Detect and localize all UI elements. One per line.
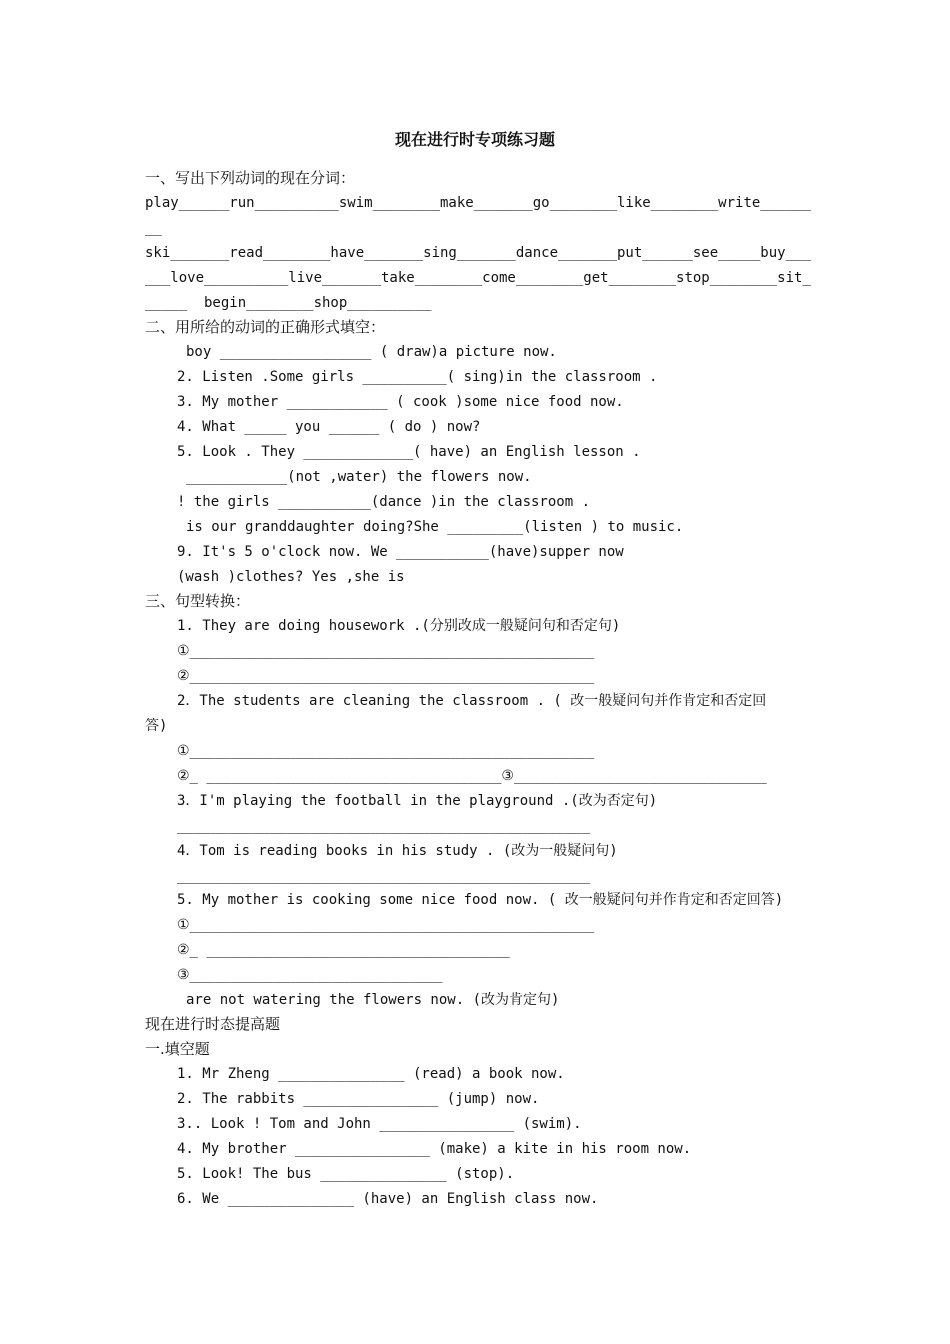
part1-row4: _____ begin________shop__________: [145, 295, 432, 311]
part1-heading: 一、写出下列动词的现在分词：: [145, 169, 356, 187]
part4-item-2: 2. The rabbits ________________ (jump) now.: [177, 1091, 540, 1107]
part4-heading: 一.填空题: [145, 1040, 210, 1058]
part3-q3: 3．I'm playing the football in the playground .(改为否定句): [177, 793, 658, 809]
part3-q1-answer-2: ②________________________________________________: [177, 668, 595, 684]
part4-item-3: 3.. Look ! Tom and John ________________ (swim).: [177, 1116, 582, 1132]
part3-heading: 三、句型转换：: [145, 592, 251, 610]
part4-item-6: 6. We _______________ (have) an English class now.: [177, 1191, 599, 1207]
part1-row1: play______run__________swim________make_______go________like________write______: [145, 195, 811, 211]
part3-q2-continued: 答): [145, 718, 168, 734]
part2-item-5: 5. Look . They _____________( have) an English lesson .: [177, 444, 641, 460]
part2-item-2: 2. Listen .Some girls __________( sing)in the classroom .: [177, 369, 658, 385]
part3-q6: are not watering the flowers now. (改为肯定句): [186, 992, 560, 1008]
part3-q4-answer: _________________________________________________: [177, 868, 591, 884]
part2-item-3: 3. My mother ____________ ( cook )some nice food now.: [177, 394, 624, 410]
part3-q5-answer-2: ②_ ____________________________________: [177, 942, 510, 958]
part2-item-10: (wash )clothes? Yes ,she is: [177, 569, 405, 585]
part1-row2: ski_______read________have_______sing_______dance_______put______see_____buy___: [145, 245, 811, 261]
page-title: 现在进行时专项练习题: [394, 130, 555, 149]
part3-q5-answer-1: ①________________________________________________: [177, 917, 595, 933]
part3-q2-answer-2-3: ②_ ___________________________________③______________________________: [177, 768, 767, 784]
part2-item-4: 4. What _____ you ______ ( do ) now?: [177, 419, 481, 435]
part2-item-1: boy __________________ ( draw)a picture now.: [186, 344, 557, 360]
part3-q5-answer-3: ③______________________________: [177, 967, 443, 983]
part4-subtitle: 现在进行时态提高题: [145, 1015, 281, 1033]
part3-q1-answer-1: ①________________________________________________: [177, 643, 595, 659]
part3-q2-answer-1: ①________________________________________________: [177, 743, 595, 759]
part4-item-5: 5. Look! The bus _______________ (stop).: [177, 1166, 515, 1182]
part3-q2: 2．The students are cleaning the classroom . ( 改一般疑问句并作肯定和否定回: [177, 693, 767, 709]
part2-item-8: is our granddaughter doing?She _________(listen ) to music.: [186, 519, 684, 535]
part4-item-4: 4. My brother ________________ (make) a kite in his room now.: [177, 1141, 692, 1157]
part4-item-1: 1. Mr Zheng _______________ (read) a book now.: [177, 1066, 565, 1082]
part2-item-6: ____________(not ,water) the flowers now.: [186, 469, 532, 485]
part2-item-9: 9. It's 5 o'clock now. We ___________(have)supper now: [177, 544, 624, 560]
part2-item-7: ! the girls ___________(dance )in the classroom .: [177, 494, 591, 510]
part3-q4: 4．Tom is reading books in his study . (改为一般疑问句): [177, 843, 618, 859]
part3-q5: 5. My mother is cooking some nice food now. ( 改一般疑问句并作肯定和否定回答): [177, 892, 784, 908]
part2-heading: 二、用所给的动词的正确形式填空：: [145, 318, 386, 336]
part3-q3-answer: _________________________________________________: [177, 818, 591, 834]
part1-row1b: __: [145, 220, 162, 236]
part1-row3: ___love__________live_______take________come________get________stop________sit_: [145, 270, 811, 286]
part3-q1: 1. They are doing housework .(分别改成一般疑问句和否定句): [177, 618, 621, 634]
